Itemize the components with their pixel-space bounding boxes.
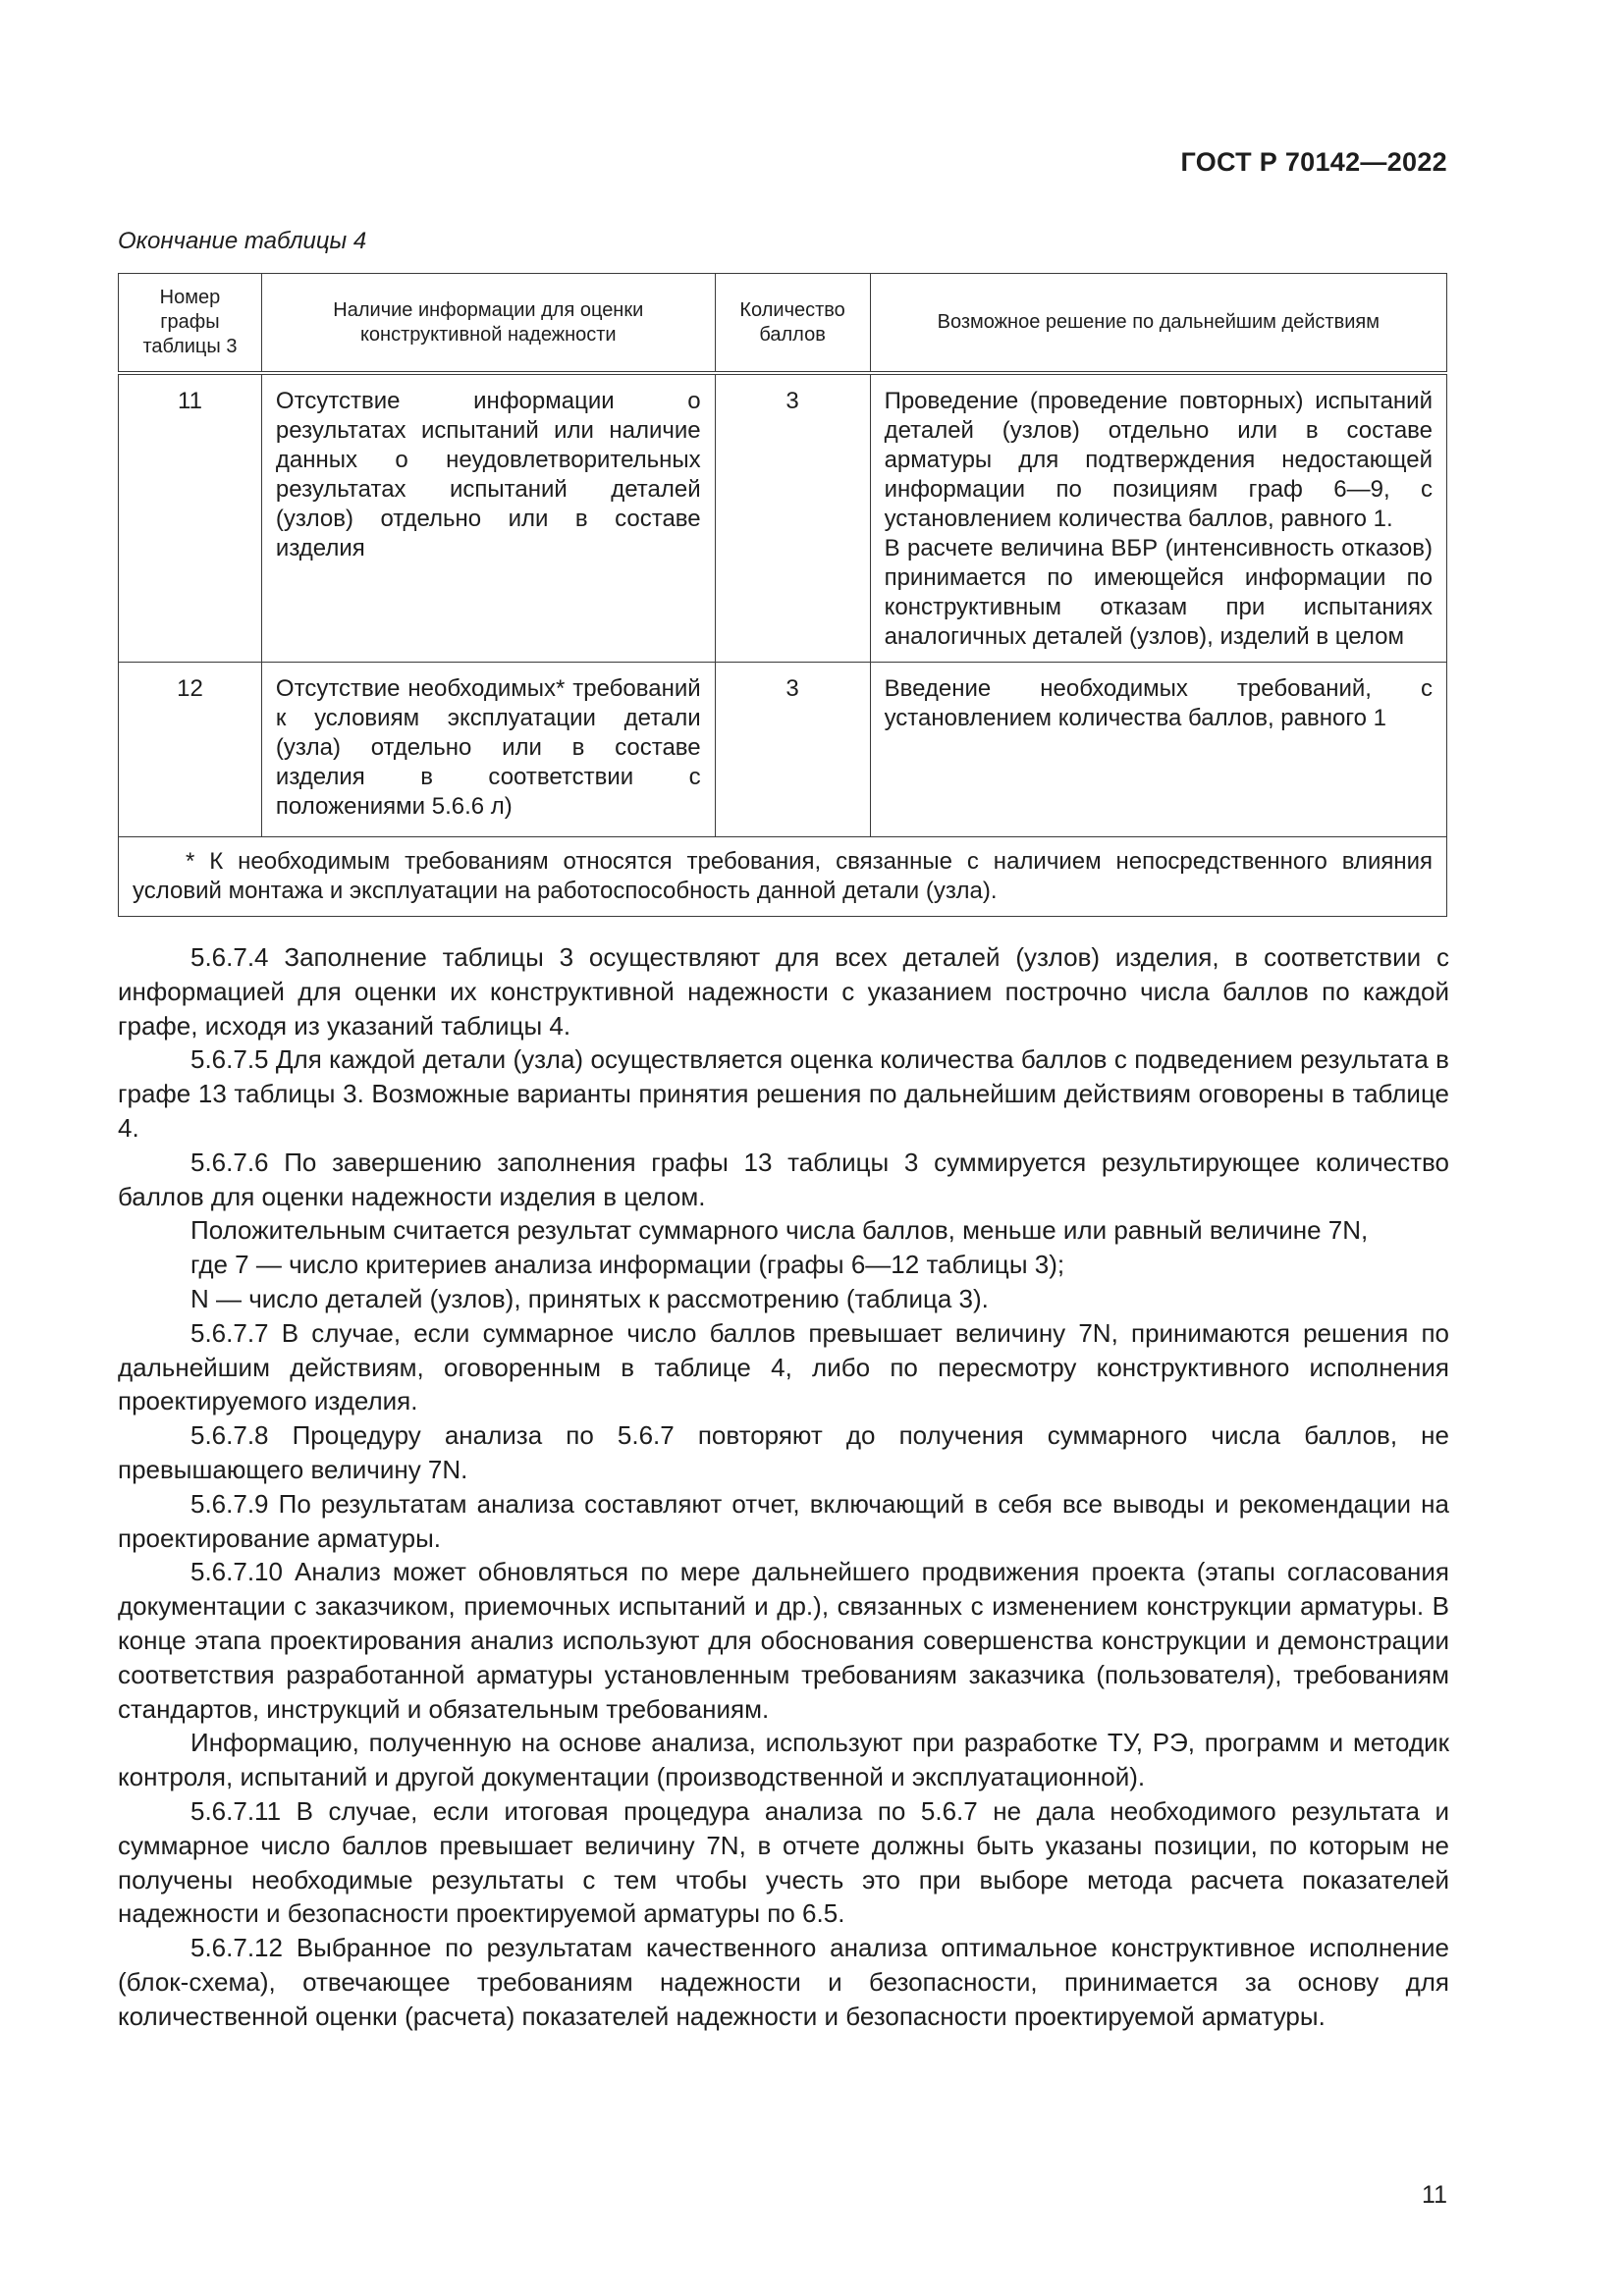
column-header-info: Наличие информации для оценки конструктивной надежности <box>261 274 715 374</box>
column-header-decision: Возможное решение по дальнейшим действиям <box>870 274 1446 374</box>
paragraph-legend-7: где 7 — число критериев анализа информации (графы 6—12 таблицы 3); <box>190 1250 1065 1280</box>
table-row <box>119 662 1447 836</box>
row-score: 3 <box>715 373 870 662</box>
requirements-table <box>118 273 1447 917</box>
paragraph-5-6-7-6: 5.6.7.6 По завершению заполнения графы 13 таблицы 3 суммируется результирующее количество баллов для оценки надежности изделия в целом. <box>118 1147 1449 1211</box>
paragraph-5-6-7-11: 5.6.7.11 В случае, если итоговая процедура анализа по 5.6.7 не дала необходимого результата и суммарное число баллов превышает величину 7N, в отчете должны быть указаны позиции, по которым не получены необходимые результаты с тем чтобы учесть это при выборе метода расчета показателей надежности и безопасности проектируемой арматуры по 6.5. <box>118 1795 1449 1929</box>
table-caption: Окончание таблицы 4 <box>118 228 367 254</box>
row-number: 12 <box>119 662 262 836</box>
table-footnote-row <box>119 836 1447 916</box>
decision-text: В расчете величина ВБР (интенсивность отказов) принимается по имеющейся информации по конструктивным отказам при испытаниях аналогичных деталей (узлов), изделий в целом <box>884 535 1433 650</box>
footnote-text: * К необходимым требованиям относятся требования, связанные с наличием непосредственного влияния условий монтажа и эксплуатации на работоспособность данной детали (узла). <box>133 847 1433 904</box>
paragraph-criterion: Положительным считается результат суммарного числа баллов, меньше или равный величине 7N, <box>190 1215 1369 1246</box>
paragraph-legend-n: N — число деталей (узлов), принятых к рассмотрению (таблица 3). <box>190 1283 989 1313</box>
row-number: 11 <box>119 373 262 662</box>
row-score: 3 <box>715 662 870 836</box>
table-header-row <box>119 274 1447 374</box>
paragraph-5-6-7-8: 5.6.7.8 Процедуру анализа по 5.6.7 повторяют до получения суммарного числа баллов, не превышающего величину 7N. <box>118 1420 1449 1484</box>
decision-text: Введение необходимых требований, с установлением количества баллов, равного 1 <box>884 674 1433 731</box>
row-decision <box>870 662 1446 836</box>
row-decision <box>870 373 1446 662</box>
paragraph-5-6-7-9: 5.6.7.9 По результатам анализа составляют отчет, включающий в себя все выводы и рекомендации на проектирование арматуры. <box>118 1488 1449 1553</box>
row-info: Отсутствие необходимых* требований к условиям эксплуатации детали (узла) отдельно или в составе изделия в соответствии с положениями 5.6.6 л) <box>261 662 715 836</box>
paragraph-5-6-7-12: 5.6.7.12 Выбранное по результатам качественного анализа оптимальное конструктивное исполнение (блок-схема), отвечающее требованиям надежности и безопасности, принимается за основу для количественной оценки (расчета) показателей надежности и безопасности проектируемой арматуры. <box>118 1933 1449 2031</box>
decision-text: Проведение (проведение повторных) испытаний деталей (узлов) отдельно или в составе арматуры для подтверждения недостающей информации по позициям граф 6—9, с установлением количества баллов, равного 1. <box>884 388 1433 532</box>
paragraph-5-6-7-10: 5.6.7.10 Анализ может обновляться по мере дальнейшего продвижения проекта (этапы согласования документации с заказчиком, приемочных испытаний и др.), связанных с изменением конструкции арматуры. В конце этапа проектирования анализ используют для обоснования совершенства конструкции и демонстрации соответствия разработанной арматуры установленным требованиям заказчика (пользователя), требованиям стандартов, инструкций и обязательным требованиям. <box>118 1557 1449 1724</box>
paragraph-5-6-7-4: 5.6.7.4 Заполнение таблицы 3 осуществляют для всех деталей (узлов) изделия, в соответствии с информацией для оценки их конструктивной надежности с указанием построчно числа баллов по каждой графе, исходя из указаний таблицы 4. <box>118 942 1449 1041</box>
column-header-score: Количество баллов <box>715 274 870 374</box>
paragraph-5-6-7-5: 5.6.7.5 Для каждой детали (узла) осуществляется оценка количества баллов с подведением результата в графе 13 таблицы 3. Возможные варианты принятия решения по дальнейшим действиям оговорены в таблице 4. <box>118 1044 1449 1143</box>
paragraph-info-usage: Информацию, полученную на основе анализа, используют при разработке ТУ, РЭ, программ и методик контроля, испытаний и другой документации (производственной и эксплуатационной). <box>118 1728 1449 1792</box>
row-info: Отсутствие информации о результатах испытаний или наличие данных о неудовлетворительных результатах испытаний деталей (узлов) отдельно или в составе изделия <box>261 373 715 662</box>
paragraph-5-6-7-7: 5.6.7.7 В случае, если суммарное число баллов превышает величину 7N, принимаются решения по дальнейшим действиям, оговоренным в таблице 4, либо по пересмотру конструктивного исполнения проектируемого изделия. <box>118 1317 1449 1416</box>
document-code: ГОСТ Р 70142—2022 <box>1180 147 1447 177</box>
table-row <box>119 373 1447 662</box>
column-header-number: Номер графы таблицы 3 <box>119 274 262 374</box>
body-text <box>118 940 1449 2034</box>
table-footnote <box>119 836 1447 916</box>
page-number: 11 <box>1422 2181 1447 2209</box>
